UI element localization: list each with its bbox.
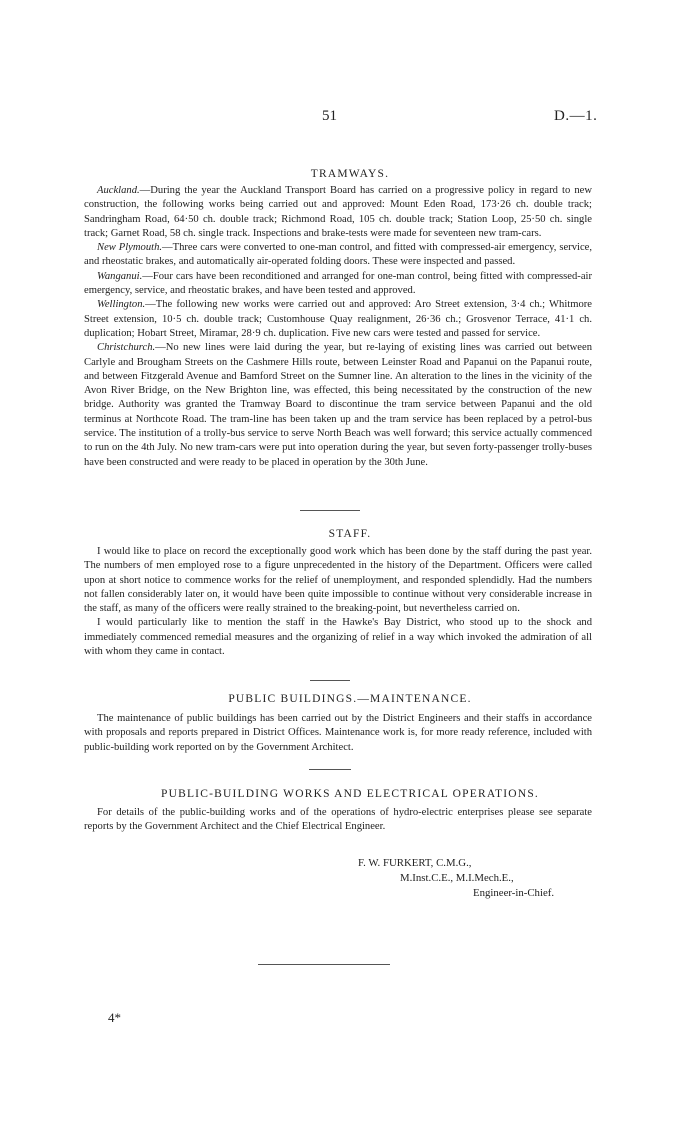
section-heading-maintenance: PUBLIC BUILDINGS.—MAINTENANCE.	[228, 693, 472, 705]
section-heading-electrical: PUBLIC-BUILDING WORKS AND ELECTRICAL OPERATIONS.	[160, 788, 539, 800]
place-name: Wanganui.	[97, 270, 143, 282]
section-divider	[310, 680, 350, 681]
paragraph-staff-1: I would like to place on record the exceptionally good work which has been done by the staff during the past year. The numbers of men employed rose to a figure unprecedented in the history of the Department. Officers were called upon at short notice to commence works for the relief of unemployment, and responded splendidly. Had the numbers not fallen considerably later on, it would have been quite impossible to continue without very considerable increase in the staff, as many of the officers were really strained to the breaking-point, but nevertheless carried on.	[84, 546, 592, 615]
section-divider	[309, 769, 351, 770]
place-name: Christchurch.	[97, 342, 156, 354]
signature-name: F. W. FURKERT, C.M.G.,	[358, 857, 472, 869]
tramways-section	[84, 184, 592, 470]
paragraph-wanganui: Wanganui.—Four cars have been reconditioned and arranged for one-man control, being fitted with compressed-air emergency, service, and rheostatic brakes, and have been tested and approved.	[84, 270, 592, 297]
staff-section	[84, 545, 592, 659]
document-code: D.—1.	[554, 108, 598, 124]
paragraph-auckland: Auckland.—During the year the Auckland Transport Board has carried on a progressive policy in regard to new construction, the following works being carried out and approved: Mount Eden Road, 173·26 ch. double track; Sandringham Road, 64·50 ch. double track; Richmond Road, 105 ch. double track; Station Loop, 25·50 ch. single track; Garnet Road, 58 ch. single track. Inspections and brake-tests were made for seventeen new tram-cars.	[84, 185, 592, 239]
paragraph-staff-2: I would particularly like to mention the staff in the Hawke's Bay District, who stood up to the shock and immediately commenced remedial measures and the organizing of relief in a way which invoked the admiration of all with whom they came in contact.	[84, 617, 592, 658]
printer-signature-mark: 4*	[108, 1010, 121, 1025]
paragraph-christchurch: Christchurch.—No new lines were laid during the year, but re-laying of existing lines was carried out between Carlyle and Brougham Streets on the Cashmere Hills route, between Leinster Road and Papanui on the Papanui route, and between Fitzgerald Avenue and Bamford Street on the Sumner line. An alteration to the lines in the vicinity of the Avon River Bridge, on the New Brighton line, was effected, this being necessitated by the construction of the new bridge. Authority was granted the Tramway Board to discontinue the tram service between Papanui and the old terminus at Northcote Road. The tram-line has been taken up and the tram service has been replaced by a petrol-bus service. The institution of a trolly-bus service to serve North Beach was well forward; this service actually commenced to run on the 4th July. No new tram-cars were put into operation during the year, but seven forty-passenger trolly-buses have been constructed and were ready to be placed in operation by the 30th June.	[84, 342, 592, 468]
signature-position: Engineer-in-Chief.	[473, 887, 555, 899]
paragraph-maintenance: The maintenance of public buildings has been carried out by the District Engineers and their staffs in accordance with proposals and reports prepared in District Offices. Maintenance work is, for more ready reference, included with public-building work reported on by the Government Architect.	[84, 713, 592, 753]
electrical-section	[84, 806, 592, 835]
paragraph-wellington: Wellington.—The following new works were carried out and approved: Aro Street extension, 3·4 ch.; Whitmore Street extension, 10·5 ch. double track; Customhouse Quay realignment, 26·36 ch.; Grosvenor Terrace, 41·1 ch. duplication; Hobart Street, Miramar, 28·9 ch. duplication. Five new cars were tested and passed for service.	[84, 299, 592, 339]
closing-rule	[258, 964, 390, 965]
paragraph-new-plymouth: New Plymouth.—Three cars were converted to one-man control, and fitted with compressed-air emergency, service, and rheostatic brakes, and automatically air-operated folding doors. These were inspected and passed.	[84, 242, 593, 268]
section-heading-tramways: TRAMWAYS.	[310, 168, 390, 180]
section-divider	[300, 510, 360, 511]
place-name: New Plymouth.	[97, 242, 163, 254]
paragraph-electrical: For details of the public-building works and of the operations of hydro-electric enterprises please see separate reports by the Government Architect and the Chief Electrical Engineer.	[84, 807, 592, 833]
section-heading-staff: STAFF.	[328, 528, 372, 540]
page-number: 51	[322, 108, 337, 124]
signature-qualifications: M.Inst.C.E., M.I.Mech.E.,	[400, 872, 514, 884]
place-name: Wellington.	[97, 299, 146, 311]
place-name: Auckland.	[97, 185, 140, 196]
maintenance-section	[84, 712, 592, 755]
